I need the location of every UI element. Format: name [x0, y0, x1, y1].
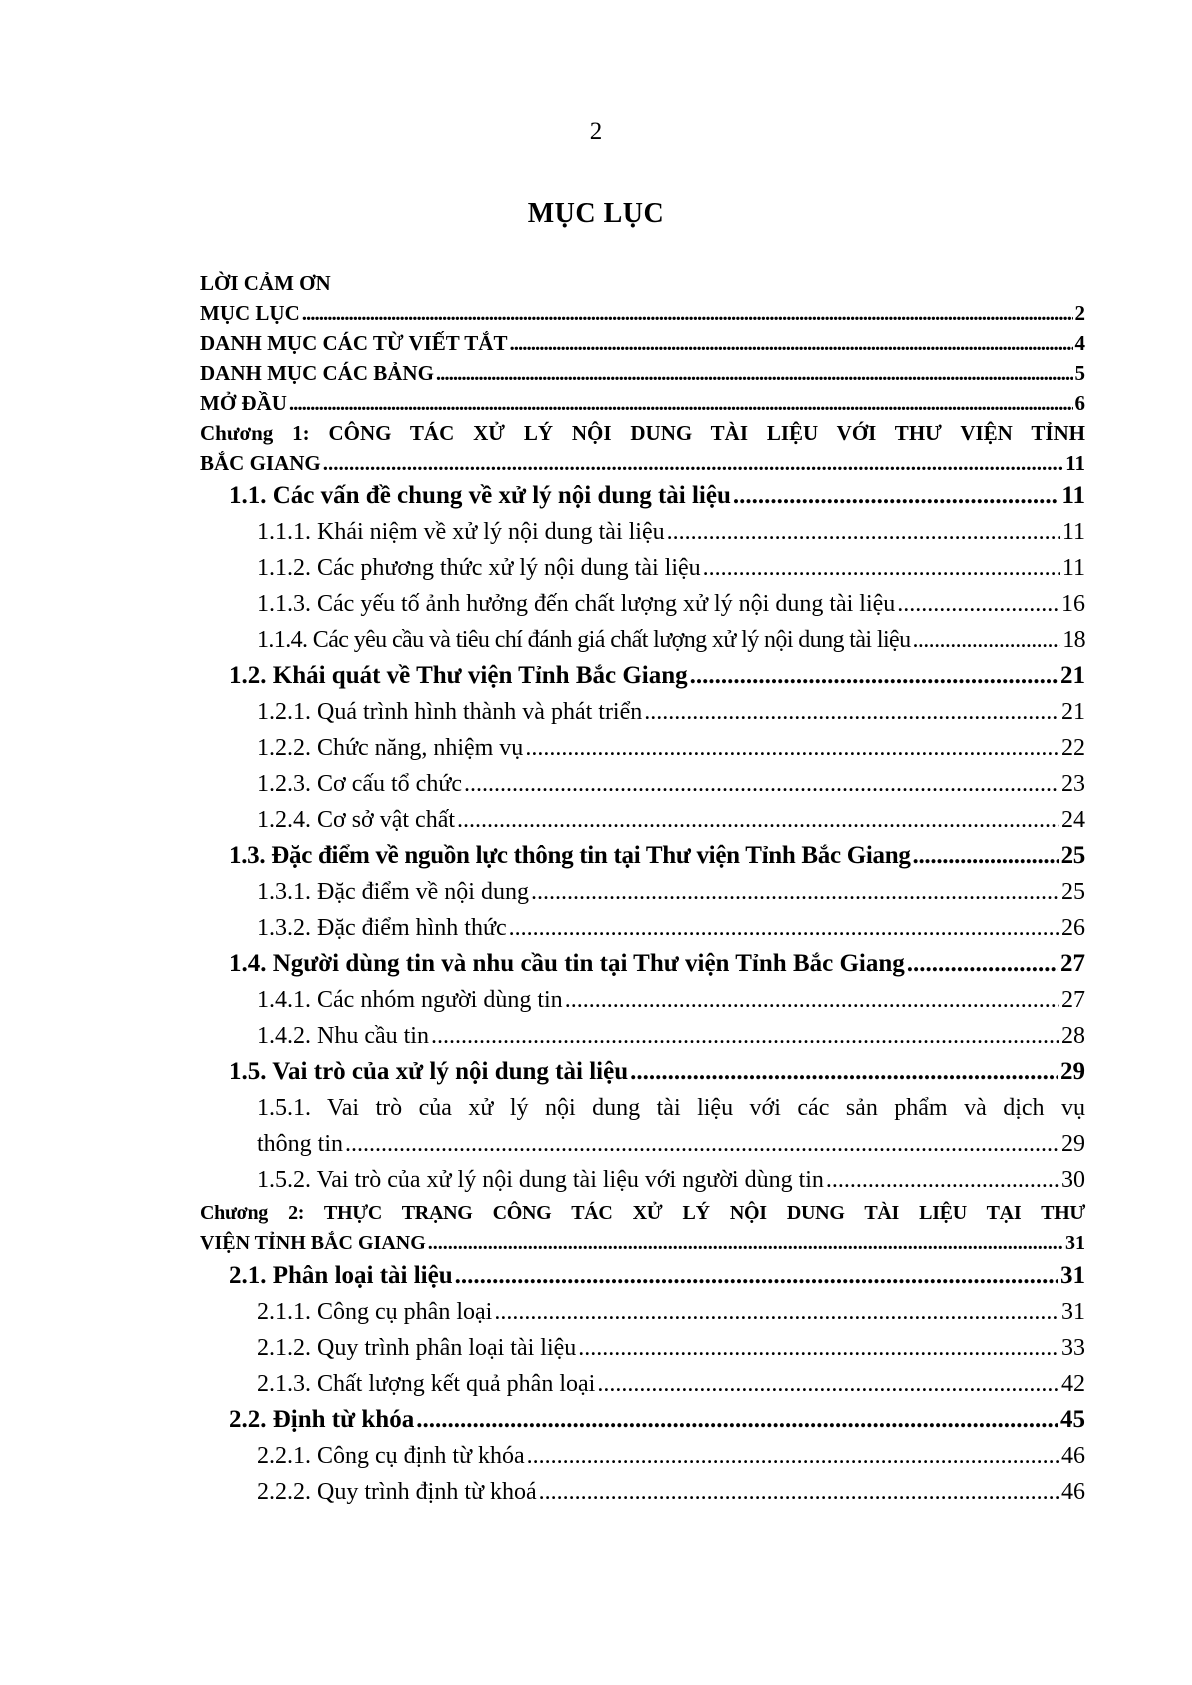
toc-entry-2-1-3[interactable] — [200, 1366, 1085, 1402]
toc-entry-text: 1.5.2. Vai trò của xử lý nội dung tài liệu với người dùng tin — [257, 1167, 824, 1193]
dot-leader — [539, 1474, 1059, 1510]
toc-entry-page: 18 — [1062, 627, 1085, 653]
dot-leader — [690, 658, 1058, 694]
toc-entry-page: 11 — [1065, 451, 1085, 475]
toc-entry-2-1-2[interactable] — [200, 1330, 1085, 1366]
dot-leader — [431, 1018, 1059, 1054]
toc-entry-text: VIỆN TỈNH BẮC GIANG — [200, 1232, 426, 1254]
toc-entry-page: 25 — [1061, 879, 1085, 905]
toc-entry-2-2-2[interactable] — [200, 1474, 1085, 1510]
toc-entry-1-3-2[interactable] — [200, 910, 1085, 946]
toc-entry-text: 1.2.3. Cơ cấu tổ chức — [257, 771, 462, 797]
toc-entry-text: 1.1.1. Khái niệm về xử lý nội dung tài liệu — [257, 519, 665, 545]
toc-entry-page: 5 — [1074, 361, 1085, 385]
toc-entry-1-3-1[interactable] — [200, 874, 1085, 910]
toc-entry-text: 2.1. Phân loại tài liệu — [229, 1262, 453, 1289]
table-of-contents — [200, 268, 1085, 1510]
toc-entry-text: 1.3.1. Đặc điểm về nội dung — [257, 879, 529, 905]
dot-leader — [897, 586, 1059, 622]
toc-entry-page: 31 — [1061, 1299, 1085, 1325]
toc-entry-page: 26 — [1061, 915, 1085, 941]
toc-entry-1-4-2[interactable] — [200, 1018, 1085, 1054]
toc-entry-2-2-1[interactable] — [200, 1438, 1085, 1474]
toc-entry-loi-cam-on[interactable] — [200, 268, 1085, 298]
toc-entry-text: 1.1.2. Các phương thức xử lý nội dung tài liệu — [257, 555, 701, 581]
dot-leader — [630, 1054, 1058, 1090]
toc-entry-page: 24 — [1061, 807, 1085, 833]
dot-leader — [667, 514, 1060, 550]
toc-entry-text: BẮC GIANG — [200, 451, 321, 475]
toc-entry-page: 31 — [1065, 1232, 1085, 1254]
toc-entry-page: 42 — [1061, 1371, 1085, 1397]
toc-entry-1-1[interactable] — [200, 478, 1085, 514]
toc-entry-page: 11 — [1061, 555, 1085, 581]
dot-leader — [733, 478, 1059, 514]
toc-entry-page: 6 — [1074, 391, 1085, 415]
dot-leader — [597, 1366, 1059, 1402]
dot-leader — [525, 730, 1059, 766]
toc-entry-chapter-1-line1[interactable]: Chương 1: CÔNG TÁC XỬ LÝ NỘI DUNG TÀI LIỆU VỚI THƯ VIỆN TỈNH — [200, 421, 1085, 445]
toc-entry-tables[interactable] — [200, 358, 1085, 388]
toc-entry-1-3[interactable] — [200, 838, 1085, 874]
toc-entry-text: 2.1.1. Công cụ phân loại — [257, 1299, 493, 1325]
toc-entry-2-2[interactable] — [200, 1402, 1085, 1438]
dot-leader — [509, 328, 1072, 358]
toc-entry-text: 2.1.3. Chất lượng kết quả phân loại — [257, 1371, 596, 1397]
toc-entry-1-4[interactable] — [200, 946, 1085, 982]
toc-entry-1-1-4[interactable] — [200, 622, 1085, 658]
toc-entry-1-1-1[interactable] — [200, 514, 1085, 550]
toc-entry-text: 2.1.2. Quy trình phân loại tài liệu — [257, 1335, 577, 1361]
toc-entry-abbreviations[interactable] — [200, 328, 1085, 358]
dot-leader — [323, 448, 1063, 478]
toc-entry-page: 11 — [1061, 482, 1085, 509]
toc-entry-chapter-2[interactable] — [200, 1228, 1085, 1258]
dot-leader — [302, 298, 1073, 328]
toc-entry-text: 1.2. Khái quát về Thư viện Tỉnh Bắc Giang — [229, 662, 688, 689]
toc-entry-text: 2.2.1. Công cụ định từ khóa — [257, 1443, 525, 1469]
toc-entry-1-5[interactable] — [200, 1054, 1085, 1090]
toc-entry-1-2-2[interactable] — [200, 730, 1085, 766]
toc-entry-text: thông tin — [257, 1131, 344, 1157]
toc-entry-page: 29 — [1060, 1058, 1085, 1085]
toc-entry-text: 1.3. Đặc điểm về nguồn lực thông tin tại Thư viện Tỉnh Bắc Giang — [229, 842, 911, 869]
toc-entry-page: 21 — [1060, 662, 1085, 689]
toc-entry-muc-luc[interactable] — [200, 298, 1085, 328]
toc-entry-page: 46 — [1061, 1479, 1085, 1505]
toc-entry-page: 33 — [1061, 1335, 1085, 1361]
toc-entry-text: 1.5. Vai trò của xử lý nội dung tài liệu — [229, 1058, 629, 1085]
dot-leader — [464, 766, 1059, 802]
toc-entry-page: 21 — [1061, 699, 1085, 725]
toc-entry-chapter-2-line1[interactable]: Chương 2: THỰC TRẠNG CÔNG TÁC XỬ LÝ NỘI DUNG TÀI LIỆU TẠI THƯ — [200, 1202, 1085, 1224]
toc-entry-text: 1.1.3. Các yếu tố ảnh hưởng đến chất lượng xử lý nội dung tài liệu — [257, 591, 896, 617]
toc-entry-text: 1.1.4. Các yêu cầu và tiêu chí đánh giá chất lượng xử lý nội dung tài liệu — [257, 627, 911, 653]
toc-entry-page: 46 — [1061, 1443, 1085, 1469]
toc-entry-page: 4 — [1074, 331, 1085, 355]
toc-entry-text: 2.2.2. Quy trình định từ khoá — [257, 1479, 537, 1505]
toc-entry-1-2-3[interactable] — [200, 766, 1085, 802]
dot-leader — [457, 802, 1059, 838]
dot-leader — [289, 388, 1073, 418]
toc-entry-text: DANH MỤC CÁC BẢNG — [200, 361, 434, 385]
toc-entry-1-5-2[interactable] — [200, 1162, 1085, 1198]
toc-entry-text: 1.2.1. Quá trình hình thành và phát triển — [257, 699, 643, 725]
toc-entry-page: 23 — [1061, 771, 1085, 797]
dot-leader — [416, 1402, 1058, 1438]
toc-entry-text: MỞ ĐẦU — [200, 391, 287, 415]
toc-entry-page: 11 — [1061, 519, 1085, 545]
toc-entry-page: 22 — [1061, 735, 1085, 761]
toc-entry-page: 28 — [1061, 1023, 1085, 1049]
toc-entry-text: 2.2. Định từ khóa — [229, 1406, 415, 1433]
toc-entry-text: 1.2.2. Chức năng, nhiệm vụ — [257, 735, 524, 761]
toc-entry-text: 1.3.2. Đặc điểm hình thức — [257, 915, 507, 941]
toc-entry-1-4-1[interactable] — [200, 982, 1085, 1018]
dot-leader — [455, 1258, 1058, 1294]
dot-leader — [578, 1330, 1059, 1366]
dot-leader — [345, 1126, 1059, 1162]
dot-leader — [428, 1228, 1063, 1258]
toc-entry-text: 1.2.4. Cơ sở vật chất — [257, 807, 456, 833]
toc-entry-text: 1.4. Người dùng tin và nhu cầu tin tại Thư viện Tỉnh Bắc Giang — [229, 950, 905, 977]
dot-leader — [436, 358, 1073, 388]
toc-entry-page: 25 — [1060, 842, 1085, 869]
toc-entry-2-1-1[interactable] — [200, 1294, 1085, 1330]
dot-leader — [703, 550, 1060, 586]
toc-entry-1-5-1-line1[interactable]: 1.5.1. Vai trò của xử lý nội dung tài liệu với các sản phẩm và dịch vụ — [257, 1095, 1085, 1121]
dot-leader — [907, 946, 1058, 982]
toc-entry-2-1[interactable] — [200, 1258, 1085, 1294]
toc-entry-text: DANH MỤC CÁC TỪ VIẾT TẮT — [200, 331, 508, 355]
toc-entry-1-2-4[interactable] — [200, 802, 1085, 838]
toc-entry-page: 27 — [1060, 950, 1085, 977]
toc-entry-page: 29 — [1061, 1131, 1085, 1157]
dot-leader — [913, 838, 1059, 874]
toc-entry-page: 2 — [1074, 301, 1085, 325]
toc-entry-text: MỤC LỤC — [200, 301, 300, 325]
dot-leader — [509, 910, 1059, 946]
toc-entry-1-1-3[interactable] — [200, 586, 1085, 622]
page-number: 2 — [589, 118, 603, 145]
dot-leader — [826, 1162, 1059, 1198]
dot-leader — [531, 874, 1059, 910]
toc-entry-page: 16 — [1061, 591, 1085, 617]
toc-entry-page: 27 — [1061, 987, 1085, 1013]
toc-entry-chapter-1[interactable] — [200, 448, 1085, 478]
toc-entry-text: 1.4.2. Nhu cầu tin — [257, 1023, 429, 1049]
dot-leader — [644, 694, 1059, 730]
toc-entry-text: 1.1. Các vấn đề chung về xử lý nội dung tài liệu — [229, 482, 731, 509]
toc-entry-page: 45 — [1060, 1406, 1085, 1433]
toc-entry-1-1-2[interactable] — [200, 550, 1085, 586]
toc-entry-text: 1.4.1. Các nhóm người dùng tin — [257, 987, 563, 1013]
dot-leader — [565, 982, 1059, 1018]
toc-entry-1-2-1[interactable] — [200, 694, 1085, 730]
toc-title: MỤC LỤC — [527, 198, 665, 229]
toc-entry-page: 31 — [1060, 1262, 1085, 1289]
toc-entry-introduction[interactable] — [200, 388, 1085, 418]
dot-leader — [527, 1438, 1059, 1474]
toc-entry-1-2[interactable] — [200, 658, 1085, 694]
toc-entry-text: LỜI CẢM ƠN — [200, 271, 331, 295]
toc-entry-page: 30 — [1061, 1167, 1085, 1193]
dot-leader — [912, 622, 1060, 658]
toc-entry-1-5-1[interactable] — [200, 1126, 1085, 1162]
dot-leader — [494, 1294, 1059, 1330]
